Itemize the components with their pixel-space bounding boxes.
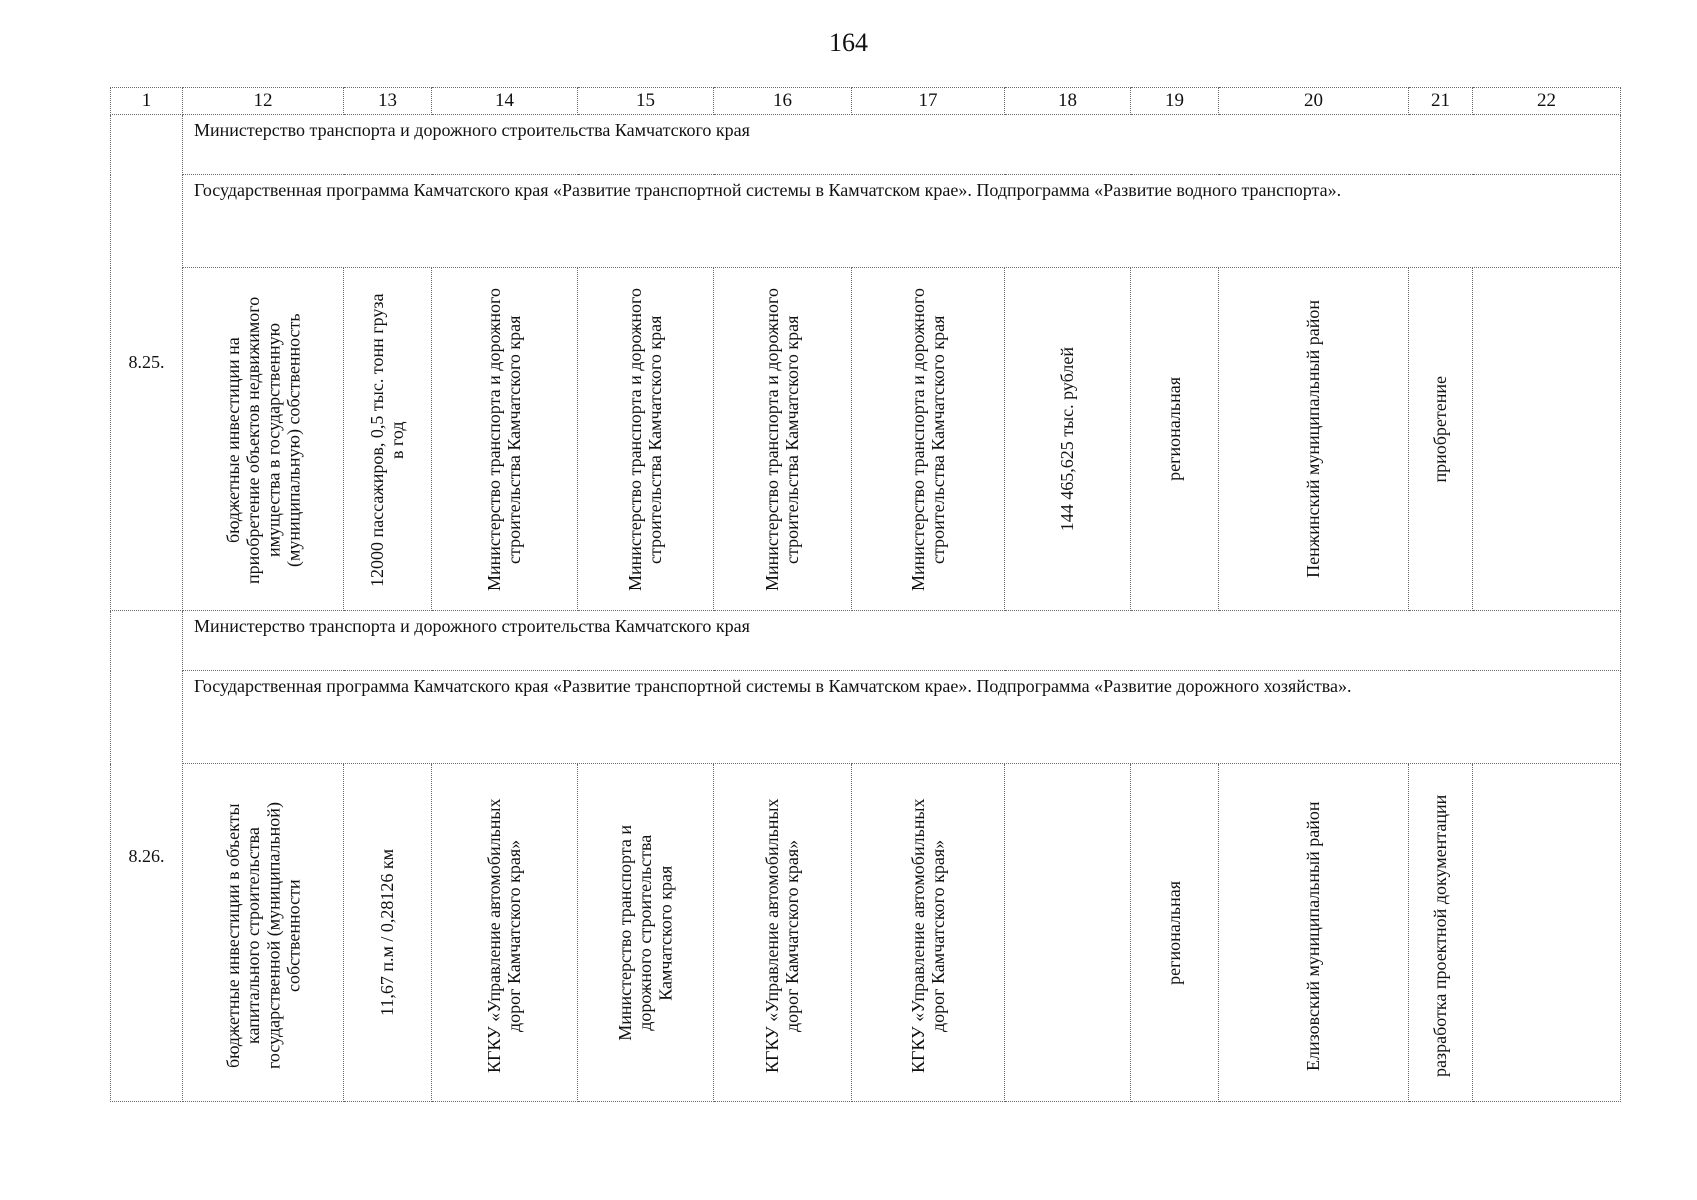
row-826-program [111, 671, 1621, 764]
amount-cell [1005, 268, 1131, 611]
col15-cell [578, 268, 714, 611]
district: Пенжинский муниципальный район [1303, 300, 1324, 578]
ministry-name: Министерство транспорта и дорожного строительства Камчатского края [183, 611, 1621, 671]
col-header-22: 22 [1473, 88, 1621, 115]
col14-value: КГКУ «Управление автомобильных дорог Камчатского края» [484, 798, 525, 1074]
action-cell [1409, 268, 1473, 611]
program-name: Государственная программа Камчатского края «Развитие транспортной системы в Камчатском крае». Подпрограмма «Развитие дорожного хозяйства». [183, 671, 1621, 764]
level: региональная [1164, 377, 1185, 481]
col15-value: Министерство транспорта и дорожного строительства Камчатского края [625, 288, 666, 592]
row-825-ministry [111, 115, 1621, 175]
ministry-name: Министерство транспорта и дорожного строительства Камчатского края [183, 115, 1621, 175]
amount: 144 465,625 тыс. рублей [1057, 346, 1078, 532]
investment-type-cell [183, 764, 344, 1102]
investment-table [110, 87, 1621, 1102]
col16-cell [714, 764, 852, 1102]
col17-cell [852, 268, 1005, 611]
capacity-cell [344, 268, 432, 611]
district-cell [1219, 268, 1409, 611]
col14-cell [432, 268, 578, 611]
col-header-19: 19 [1131, 88, 1219, 115]
district: Елизовский муниципальный район [1303, 801, 1324, 1071]
col17-value: Министерство транспорта и дорожного строительства Камчатского края [907, 288, 948, 592]
col-header-14: 14 [432, 88, 578, 115]
col17-value: КГКУ «Управление автомобильных дорог Камчатского края» [907, 798, 948, 1074]
investment-type: бюджетные инвестиции на приобретение объектов недвижимого имущества в государственную (муниципальную) собственность [222, 296, 304, 584]
capacity: 12000 пассажиров, 0,5 тыс. тонн груза в год [367, 293, 408, 587]
col14-cell [432, 764, 578, 1102]
col-header-13: 13 [344, 88, 432, 115]
row-826-details [111, 764, 1621, 1102]
page-number: 164 [829, 28, 868, 57]
action-cell [1409, 764, 1473, 1102]
program-name: Государственная программа Камчатского края «Развитие транспортной системы в Камчатском крае». Подпрограмма «Развитие водного транспорта». [183, 175, 1621, 268]
col-header-17: 17 [852, 88, 1005, 115]
row-826-ministry [111, 611, 1621, 671]
row-number: 8.25. [111, 115, 183, 611]
col-header-15: 15 [578, 88, 714, 115]
investment-type-cell [183, 268, 344, 611]
col15-value: Министерство транспорта и дорожного строительства Камчатского края [615, 824, 676, 1041]
col-header-12: 12 [183, 88, 344, 115]
level: региональная [1164, 880, 1185, 985]
col-header-16: 16 [714, 88, 852, 115]
amount-cell [1005, 764, 1131, 1102]
row-number: 8.26. [111, 611, 183, 1102]
level-cell [1131, 268, 1219, 611]
capacity-cell [344, 764, 432, 1102]
action: приобретение [1430, 375, 1451, 483]
col-header-1: 1 [111, 88, 183, 115]
col15-cell [578, 764, 714, 1102]
row-825-details [111, 268, 1621, 611]
col16-cell [714, 268, 852, 611]
col16-value: Министерство транспорта и дорожного строительства Камчатского края [762, 288, 803, 592]
district-cell [1219, 764, 1409, 1102]
column-header-row [111, 88, 1621, 115]
col16-value: КГКУ «Управление автомобильных дорог Камчатского края» [762, 798, 803, 1074]
action: разработка проектной документации [1430, 794, 1451, 1078]
col-header-20: 20 [1219, 88, 1409, 115]
col22-cell [1473, 268, 1621, 611]
col22-cell [1473, 764, 1621, 1102]
investment-type: бюджетные инвестиции в объекты капитального строительства государственной (муниципальной) собственности [222, 802, 304, 1070]
row-825-program [111, 175, 1621, 268]
col17-cell [852, 764, 1005, 1102]
level-cell [1131, 764, 1219, 1102]
col-header-18: 18 [1005, 88, 1131, 115]
capacity: 11,67 п.м / 0,28126 км [377, 849, 398, 1016]
col-header-21: 21 [1409, 88, 1473, 115]
col14-value: Министерство транспорта и дорожного строительства Камчатского края [484, 288, 525, 592]
